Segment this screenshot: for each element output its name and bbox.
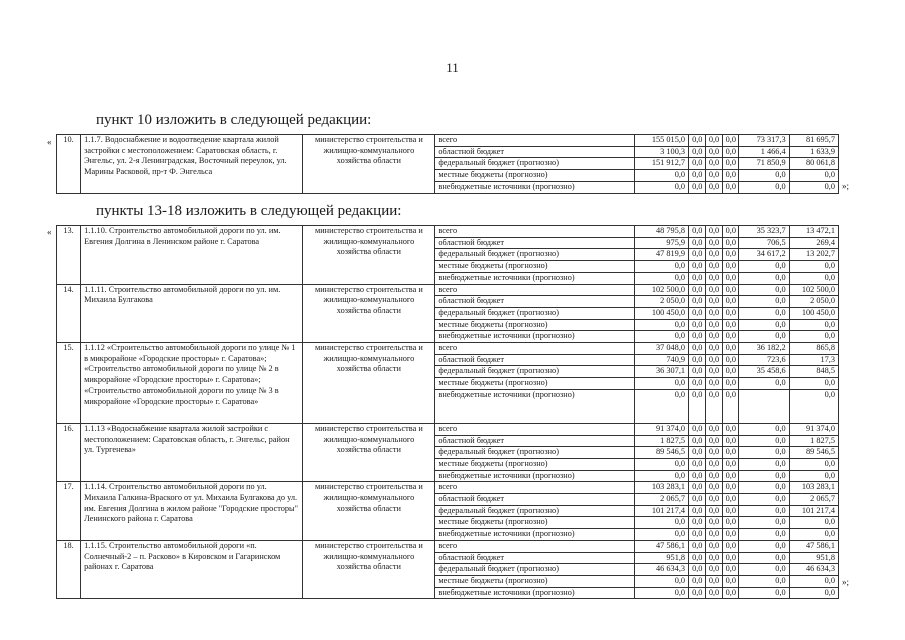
close-quote-mark: »; xyxy=(842,577,850,587)
funding-source: местные бюджеты (прогнозно) xyxy=(435,170,634,182)
amount-cell: 0,0 xyxy=(739,181,789,193)
amount-cell: 0,0 xyxy=(634,261,689,273)
funding-source: федеральный бюджет (прогнозно) xyxy=(435,447,634,459)
row-number: 16. xyxy=(57,423,81,482)
amount-cell: 0,0 xyxy=(705,505,722,517)
amount-cell: 103 283,1 xyxy=(789,482,838,494)
amount-cell: 0,0 xyxy=(705,181,722,193)
row-number: 14. xyxy=(57,284,81,343)
amount-cell: 0,0 xyxy=(739,564,789,576)
amount-cell: 0,0 xyxy=(722,272,739,284)
measure-name: 1.1.7. Водоснабжение и водоотведение квартала жилой застройки с местоположением: Саратовская область, г. Энгельс, ул. 2-я Ленинградская, Восточный переулок, ул. Марины Расковой, пр-т Ф. Энгельса xyxy=(81,135,303,194)
funding-source: областной бюджет xyxy=(435,494,634,506)
amount-cell: 0,0 xyxy=(634,517,689,529)
amount-cell: 951,8 xyxy=(634,552,689,564)
amount-cell: 0,0 xyxy=(689,181,706,193)
amount-cell: 0,0 xyxy=(789,389,838,423)
amount-cell: 951,8 xyxy=(789,552,838,564)
open-quote-mark: « xyxy=(47,137,52,147)
amount-cell: 0,0 xyxy=(722,366,739,378)
amount-cell: 0,0 xyxy=(722,435,739,447)
amount-cell: 80 061,8 xyxy=(789,158,838,170)
amount-cell: 91 374,0 xyxy=(789,423,838,435)
funding-source: местные бюджеты (прогнозно) xyxy=(435,575,634,587)
amount-cell: 0,0 xyxy=(689,343,706,355)
amount-cell: 71 850,9 xyxy=(739,158,789,170)
amount-cell: 0,0 xyxy=(789,331,838,343)
amount-cell: 81 695,7 xyxy=(789,135,838,147)
amount-cell: 0,0 xyxy=(739,272,789,284)
amount-cell: 0,0 xyxy=(789,470,838,482)
amount-cell: 848,5 xyxy=(789,366,838,378)
amount-cell: 0,0 xyxy=(689,378,706,390)
funding-source: областной бюджет xyxy=(435,354,634,366)
amount-cell: 0,0 xyxy=(789,272,838,284)
amount-cell: 0,0 xyxy=(722,587,739,599)
amount-cell: 0,0 xyxy=(789,319,838,331)
amount-cell: 73 317,3 xyxy=(739,135,789,147)
open-quote-mark: « xyxy=(47,227,52,237)
amount-cell: 0,0 xyxy=(722,505,739,517)
amount-cell: 0,0 xyxy=(689,284,706,296)
amount-cell: 0,0 xyxy=(722,319,739,331)
amount-cell: 0,0 xyxy=(722,517,739,529)
amount-cell: 151 912,7 xyxy=(634,158,689,170)
amount-cell: 3 100,3 xyxy=(634,146,689,158)
funding-source: федеральный бюджет (прогнозно) xyxy=(435,307,634,319)
amount-cell: 0,0 xyxy=(689,447,706,459)
amount-cell: 46 634,3 xyxy=(634,564,689,576)
funding-source: местные бюджеты (прогнозно) xyxy=(435,458,634,470)
amount-cell: 0,0 xyxy=(722,158,739,170)
amount-cell: 0,0 xyxy=(689,331,706,343)
amount-cell: 0,0 xyxy=(739,575,789,587)
amount-cell: 17,3 xyxy=(789,354,838,366)
amount-cell: 13 202,7 xyxy=(789,249,838,261)
measure-name: 1.1.11. Строительство автомобильной дороги по ул. им. Михаила Булгакова xyxy=(81,284,303,343)
amount-cell: 0,0 xyxy=(705,237,722,249)
amount-cell: 0,0 xyxy=(739,284,789,296)
amount-cell: 0,0 xyxy=(634,458,689,470)
amount-cell: 35 458,6 xyxy=(739,366,789,378)
amount-cell: 0,0 xyxy=(739,552,789,564)
amount-cell: 102 500,0 xyxy=(634,284,689,296)
amount-cell: 2 065,7 xyxy=(634,494,689,506)
amount-cell: 0,0 xyxy=(689,389,706,423)
amount-cell: 1 466,4 xyxy=(739,146,789,158)
amount-cell: 0,0 xyxy=(689,587,706,599)
amount-cell: 0,0 xyxy=(705,482,722,494)
amount-cell: 0,0 xyxy=(689,435,706,447)
amount-cell: 91 374,0 xyxy=(634,423,689,435)
amount-cell: 0,0 xyxy=(722,470,739,482)
amount-cell: 0,0 xyxy=(705,343,722,355)
amount-cell: 0,0 xyxy=(722,552,739,564)
table-row xyxy=(57,343,839,355)
amount-cell: 0,0 xyxy=(789,575,838,587)
amount-cell: 0,0 xyxy=(705,226,722,238)
amount-cell: 0,0 xyxy=(689,158,706,170)
amount-cell: 0,0 xyxy=(705,423,722,435)
funding-source: внебюджетные источники (прогнозно) xyxy=(435,389,634,423)
row-number: 18. xyxy=(57,540,81,599)
table-row xyxy=(57,540,839,552)
measure-name: 1.1.12 «Строительство автомобильной дороги по улице № 1 в микрорайоне «Городские просторы» г. Саратова»; «Строительство автомобильной дороги по улице № 2 в микрорайоне «Городские просторы» г. Саратова»; «Строительство автомобильной дороги по улице № 3 в микрорайоне «Городские просторы» г. Саратова» xyxy=(81,343,303,424)
amount-cell: 0,0 xyxy=(722,296,739,308)
amount-cell: 0,0 xyxy=(739,261,789,273)
amount-cell: 0,0 xyxy=(705,170,722,182)
amount-cell: 0,0 xyxy=(689,146,706,158)
amount-cell: 0,0 xyxy=(705,517,722,529)
amount-cell: 0,0 xyxy=(722,389,739,423)
amount-cell: 865,8 xyxy=(789,343,838,355)
amount-cell: 0,0 xyxy=(705,158,722,170)
amount-cell: 0,0 xyxy=(689,517,706,529)
amount-cell: 0,0 xyxy=(705,575,722,587)
executor: министерство строительства и жилищно-коммунального хозяйства области xyxy=(303,284,435,343)
amount-cell: 0,0 xyxy=(705,470,722,482)
amount-cell: 0,0 xyxy=(739,170,789,182)
amount-cell: 0,0 xyxy=(689,458,706,470)
amount-cell: 0,0 xyxy=(634,470,689,482)
funding-source: областной бюджет xyxy=(435,435,634,447)
amount-cell: 0,0 xyxy=(722,261,739,273)
amount-cell: 0,0 xyxy=(722,146,739,158)
funding-source: областной бюджет xyxy=(435,296,634,308)
amount-cell xyxy=(739,389,789,423)
amount-cell: 0,0 xyxy=(689,575,706,587)
amount-cell: 0,0 xyxy=(689,366,706,378)
measure-name: 1.1.10. Строительство автомобильной дороги по ул. им. Евгения Долгина в Ленинском районе г. Саратова xyxy=(81,226,303,285)
table-row xyxy=(57,423,839,435)
amount-cell: 0,0 xyxy=(705,447,722,459)
amount-cell: 1 633,9 xyxy=(789,146,838,158)
page-number: 11 xyxy=(446,60,459,75)
amount-cell: 89 546,5 xyxy=(789,447,838,459)
amount-cell: 0,0 xyxy=(789,378,838,390)
executor: министерство строительства и жилищно-коммунального хозяйства области xyxy=(303,482,435,541)
funding-source: всего xyxy=(435,226,634,238)
funding-source: областной бюджет xyxy=(435,552,634,564)
amount-cell: 0,0 xyxy=(722,575,739,587)
amount-cell: 0,0 xyxy=(789,587,838,599)
amount-cell: 0,0 xyxy=(705,540,722,552)
amount-cell: 0,0 xyxy=(722,284,739,296)
funding-source: внебюджетные источники (прогнозно) xyxy=(435,272,634,284)
amount-cell: 0,0 xyxy=(634,272,689,284)
amount-cell: 35 323,7 xyxy=(739,226,789,238)
amount-cell: 0,0 xyxy=(689,529,706,541)
amount-cell: 0,0 xyxy=(689,135,706,147)
funding-source: областной бюджет xyxy=(435,146,634,158)
amount-cell: 0,0 xyxy=(739,494,789,506)
amount-cell: 0,0 xyxy=(739,517,789,529)
amount-cell: 0,0 xyxy=(789,261,838,273)
amount-cell: 0,0 xyxy=(689,249,706,261)
amount-cell: 0,0 xyxy=(705,366,722,378)
table-row xyxy=(57,482,839,494)
amount-cell: 103 283,1 xyxy=(634,482,689,494)
amount-cell: 0,0 xyxy=(705,354,722,366)
row-number: 13. xyxy=(57,226,81,285)
section-2-heading: пункты 13-18 изложить в следующей редакции: xyxy=(96,203,402,219)
amount-cell: 0,0 xyxy=(689,552,706,564)
amount-cell: 100 450,0 xyxy=(789,307,838,319)
amount-cell: 0,0 xyxy=(705,296,722,308)
amount-cell: 0,0 xyxy=(705,494,722,506)
amount-cell: 0,0 xyxy=(722,226,739,238)
amount-cell: 0,0 xyxy=(689,307,706,319)
amount-cell: 0,0 xyxy=(705,307,722,319)
amount-cell: 0,0 xyxy=(739,587,789,599)
amount-cell: 0,0 xyxy=(689,296,706,308)
amount-cell: 0,0 xyxy=(634,378,689,390)
amount-cell: 0,0 xyxy=(634,170,689,182)
amount-cell: 100 450,0 xyxy=(634,307,689,319)
amount-cell: 2 065,7 xyxy=(789,494,838,506)
amount-cell: 0,0 xyxy=(722,529,739,541)
amount-cell: 1 827,5 xyxy=(789,435,838,447)
amount-cell: 0,0 xyxy=(689,505,706,517)
funding-source: федеральный бюджет (прогнозно) xyxy=(435,366,634,378)
funding-source: федеральный бюджет (прогнозно) xyxy=(435,158,634,170)
executor: министерство строительства и жилищно-коммунального хозяйства области xyxy=(303,423,435,482)
amount-cell: 0,0 xyxy=(722,458,739,470)
amount-cell: 0,0 xyxy=(634,575,689,587)
amount-cell: 0,0 xyxy=(705,135,722,147)
amount-cell: 723,6 xyxy=(739,354,789,366)
amount-cell: 0,0 xyxy=(634,587,689,599)
amount-cell: 740,9 xyxy=(634,354,689,366)
executor: министерство строительства и жилищно-коммунального хозяйства области xyxy=(303,135,435,194)
funding-source: всего xyxy=(435,482,634,494)
executor: министерство строительства и жилищно-коммунального хозяйства области xyxy=(303,343,435,424)
amount-cell: 0,0 xyxy=(722,307,739,319)
amount-cell: 0,0 xyxy=(689,272,706,284)
amount-cell: 0,0 xyxy=(689,170,706,182)
executor: министерство строительства и жилищно-коммунального хозяйства области xyxy=(303,226,435,285)
amount-cell: 0,0 xyxy=(689,482,706,494)
amount-cell: 0,0 xyxy=(739,435,789,447)
amount-cell: 0,0 xyxy=(705,564,722,576)
amount-cell: 975,9 xyxy=(634,237,689,249)
amount-cell: 0,0 xyxy=(739,307,789,319)
amount-cell: 0,0 xyxy=(722,447,739,459)
amount-cell: 0,0 xyxy=(722,378,739,390)
amount-cell: 0,0 xyxy=(722,540,739,552)
amount-cell: 0,0 xyxy=(739,470,789,482)
amount-cell: 13 472,1 xyxy=(789,226,838,238)
amount-cell: 0,0 xyxy=(739,296,789,308)
amount-cell: 0,0 xyxy=(739,529,789,541)
amount-cell: 2 050,0 xyxy=(789,296,838,308)
funding-source: внебюджетные источники (прогнозно) xyxy=(435,181,634,193)
funding-source: внебюджетные источники (прогнозно) xyxy=(435,587,634,599)
funding-source: местные бюджеты (прогнозно) xyxy=(435,378,634,390)
amount-cell: 0,0 xyxy=(722,331,739,343)
funding-source: федеральный бюджет (прогнозно) xyxy=(435,249,634,261)
amount-cell: 0,0 xyxy=(705,587,722,599)
amount-cell: 0,0 xyxy=(689,470,706,482)
executor: министерство строительства и жилищно-коммунального хозяйства области xyxy=(303,540,435,599)
amount-cell: 0,0 xyxy=(722,564,739,576)
amount-cell: 0,0 xyxy=(722,423,739,435)
amount-cell: 46 634,3 xyxy=(789,564,838,576)
amount-cell: 0,0 xyxy=(789,529,838,541)
amount-cell: 89 546,5 xyxy=(634,447,689,459)
funding-source: местные бюджеты (прогнозно) xyxy=(435,517,634,529)
funding-source: федеральный бюджет (прогнозно) xyxy=(435,564,634,576)
funding-source: внебюджетные источники (прогнозно) xyxy=(435,331,634,343)
amount-cell: 0,0 xyxy=(722,135,739,147)
amount-cell: 269,4 xyxy=(789,237,838,249)
amount-cell: 0,0 xyxy=(705,284,722,296)
funding-source: всего xyxy=(435,135,634,147)
table-row xyxy=(57,284,839,296)
amount-cell: 0,0 xyxy=(789,458,838,470)
section-1-heading: пункт 10 изложить в следующей редакции: xyxy=(96,112,372,128)
amount-cell: 0,0 xyxy=(705,529,722,541)
amount-cell: 0,0 xyxy=(739,423,789,435)
amount-cell: 36 307,1 xyxy=(634,366,689,378)
amount-cell: 0,0 xyxy=(739,447,789,459)
amount-cell: 0,0 xyxy=(689,540,706,552)
amount-cell: 101 217,4 xyxy=(634,505,689,517)
amount-cell: 0,0 xyxy=(634,319,689,331)
amount-cell: 0,0 xyxy=(722,354,739,366)
amount-cell: 0,0 xyxy=(689,319,706,331)
amount-cell: 0,0 xyxy=(689,237,706,249)
amount-cell: 0,0 xyxy=(705,146,722,158)
funding-source: всего xyxy=(435,343,634,355)
amount-cell: 0,0 xyxy=(634,181,689,193)
table-row xyxy=(57,226,839,238)
amount-cell: 0,0 xyxy=(705,272,722,284)
amount-cell: 0,0 xyxy=(739,319,789,331)
funding-source: федеральный бюджет (прогнозно) xyxy=(435,505,634,517)
amount-cell: 101 217,4 xyxy=(789,505,838,517)
amount-cell: 0,0 xyxy=(705,378,722,390)
amount-cell: 48 795,8 xyxy=(634,226,689,238)
amount-cell: 0,0 xyxy=(739,540,789,552)
amount-cell: 0,0 xyxy=(722,237,739,249)
funding-source: местные бюджеты (прогнозно) xyxy=(435,319,634,331)
amount-cell: 0,0 xyxy=(705,249,722,261)
funding-source: всего xyxy=(435,540,634,552)
amount-cell: 0,0 xyxy=(634,331,689,343)
close-quote-mark: »; xyxy=(842,181,850,191)
table-items-13-18 xyxy=(56,225,839,599)
amount-cell: 0,0 xyxy=(705,331,722,343)
amount-cell: 1 827,5 xyxy=(634,435,689,447)
amount-cell: 34 617,2 xyxy=(739,249,789,261)
amount-cell: 0,0 xyxy=(722,170,739,182)
amount-cell: 36 182,2 xyxy=(739,343,789,355)
measure-name: 1.1.15. Строительство автомобильной дороги «п. Солнечный-2 – п. Расково» в Кировском и Гагаринском районах г. Саратова xyxy=(81,540,303,599)
measure-name: 1.1.14. Строительство автомобильной дороги по ул. Михаила Галкина-Враского от ул. Михаила Булгакова до ул. им. Евгения Долгина в жилом районе "Городские просторы" Ленинского района г. Саратова xyxy=(81,482,303,541)
amount-cell: 0,0 xyxy=(705,458,722,470)
amount-cell: 0,0 xyxy=(739,378,789,390)
amount-cell: 0,0 xyxy=(689,226,706,238)
amount-cell: 2 050,0 xyxy=(634,296,689,308)
amount-cell: 0,0 xyxy=(722,494,739,506)
amount-cell: 0,0 xyxy=(689,423,706,435)
amount-cell: 155 015,0 xyxy=(634,135,689,147)
row-number: 17. xyxy=(57,482,81,541)
amount-cell: 0,0 xyxy=(705,435,722,447)
amount-cell: 0,0 xyxy=(634,529,689,541)
amount-cell: 47 586,1 xyxy=(789,540,838,552)
row-number: 15. xyxy=(57,343,81,424)
amount-cell: 47 586,1 xyxy=(634,540,689,552)
measure-name: 1.1.13 «Водоснабжение квартала жилой застройки с местоположением: Саратовская область, г. Энгельс, район ул. Тургенева» xyxy=(81,423,303,482)
amount-cell: 0,0 xyxy=(789,170,838,182)
funding-source: внебюджетные источники (прогнозно) xyxy=(435,470,634,482)
amount-cell: 0,0 xyxy=(689,564,706,576)
amount-cell: 0,0 xyxy=(689,261,706,273)
table-item-10 xyxy=(56,134,839,194)
amount-cell: 0,0 xyxy=(634,389,689,423)
amount-cell: 0,0 xyxy=(705,389,722,423)
amount-cell: 0,0 xyxy=(789,181,838,193)
amount-cell: 47 819,9 xyxy=(634,249,689,261)
amount-cell: 0,0 xyxy=(739,505,789,517)
amount-cell: 0,0 xyxy=(705,261,722,273)
amount-cell: 37 048,0 xyxy=(634,343,689,355)
amount-cell: 102 500,0 xyxy=(789,284,838,296)
amount-cell: 706,5 xyxy=(739,237,789,249)
amount-cell: 0,0 xyxy=(722,181,739,193)
amount-cell: 0,0 xyxy=(789,517,838,529)
funding-source: областной бюджет xyxy=(435,237,634,249)
amount-cell: 0,0 xyxy=(722,482,739,494)
amount-cell: 0,0 xyxy=(689,494,706,506)
funding-source: местные бюджеты (прогнозно) xyxy=(435,261,634,273)
table-row xyxy=(57,135,839,147)
funding-source: всего xyxy=(435,423,634,435)
amount-cell: 0,0 xyxy=(705,319,722,331)
amount-cell: 0,0 xyxy=(689,354,706,366)
amount-cell: 0,0 xyxy=(722,343,739,355)
funding-source: внебюджетные источники (прогнозно) xyxy=(435,529,634,541)
amount-cell: 0,0 xyxy=(705,552,722,564)
amount-cell: 0,0 xyxy=(739,458,789,470)
row-number: 10. xyxy=(57,135,81,194)
amount-cell: 0,0 xyxy=(739,331,789,343)
amount-cell: 0,0 xyxy=(739,482,789,494)
funding-source: всего xyxy=(435,284,634,296)
amount-cell: 0,0 xyxy=(722,249,739,261)
